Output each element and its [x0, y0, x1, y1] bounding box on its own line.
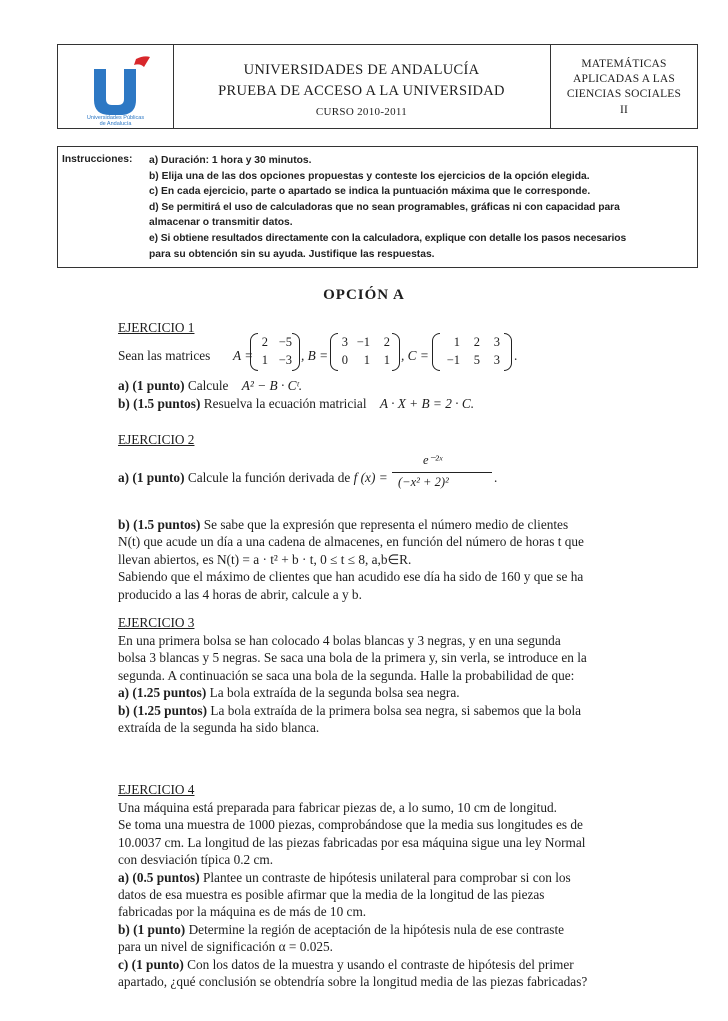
- instructions-list: [149, 153, 689, 262]
- text-line: La bola extraída de la primera bolsa sea negra, si sabemos que la bola: [210, 702, 582, 718]
- matrix-cell: 3: [341, 335, 348, 349]
- instruction-item: c) En cada ejercicio, parte o apartado se indica la puntuación máxima que le corresponde.: [149, 186, 591, 198]
- points-label: a) (1.25 puntos): [118, 685, 207, 701]
- exercise-1-intro: Sean las matrices: [118, 348, 211, 363]
- exercise-3-title: EJERCICIO 3: [118, 615, 195, 630]
- text-line: Se toma una muestra de 1000 piezas, comprobándose que la media sus longitudes es de: [118, 817, 583, 833]
- matrix-cell: 0: [341, 353, 348, 367]
- instruction-item: e) Si obtiene resultados directamente con la calculadora, explique con detalle los pasos necesarios: [149, 232, 627, 244]
- matrix-cell: 2: [473, 335, 480, 349]
- option-title: OPCIÓN A: [323, 287, 405, 303]
- points-label: a) (0.5 puntos): [118, 869, 200, 885]
- matrix-b-label: , B =: [301, 348, 329, 363]
- points-label: b) (1.5 puntos): [118, 517, 201, 532]
- instruction-item: para su obtención sin su ayuda. Justifique las respuestas.: [149, 248, 435, 260]
- text-line: 10.0037 cm. La longitud de las piezas fabricadas por esa máquina sigue una ley Normal: [118, 834, 586, 850]
- text-line: fabricadas por la máquina es de más de 10 cm.: [118, 904, 367, 920]
- matrix-a-label: A =: [233, 348, 254, 363]
- part-a-text: Calcule la función derivada de: [187, 470, 351, 485]
- text-line: N(t) que acude un día a una cadena de almacenes, en función del número de horas t que: [118, 534, 584, 550]
- text-line: Plantee un contraste de hipótesis unilateral para comprobar si con los: [202, 869, 571, 885]
- matrix-cell: 5: [473, 353, 480, 367]
- logo-caption-2: de Andalucía: [99, 121, 132, 127]
- exercise-2-part-a: [118, 470, 388, 486]
- matrix-cell: 1: [261, 353, 268, 367]
- fraction-denominator: (−x² + 2)²: [398, 475, 449, 489]
- points-label: a) (1 punto): [118, 378, 185, 393]
- instruction-item: b) Elija una de las dos opciones propuestas y conteste los ejercicios de la opción elegida.: [149, 170, 590, 182]
- part-b-expression: A · X + B = 2 · C.: [379, 396, 475, 411]
- text-line: La bola extraída de la segunda bolsa sea negra.: [209, 685, 460, 701]
- text-line: Sabiendo que el máximo de clientes que han acudido ese día ha sido de 160 y que se ha: [118, 569, 584, 585]
- subject-line: CIENCIAS SOCIALES: [566, 88, 682, 101]
- matrix-a: [250, 333, 300, 371]
- exercise-4-body: [118, 799, 640, 990]
- exercise-4-title: EJERCICIO 4: [118, 782, 195, 797]
- header-exam-name: PRUEBA DE ACCESO A LA UNIVERSIDAD: [218, 83, 505, 99]
- matrix-cell: 2: [383, 335, 390, 349]
- text-line: apartado, ¿qué conclusión se obtendría sobre la longitud media de las piezas fabricadas?: [118, 974, 588, 990]
- points-label: b) (1 punto): [118, 921, 186, 937]
- header-center: [173, 45, 550, 130]
- points-label: b) (1.25 puntos): [118, 702, 208, 718]
- fraction-end: .: [494, 470, 498, 485]
- logo-caption-1: Universidades Públicas: [86, 115, 145, 121]
- exercise-1-title: EJERCICIO 1: [118, 320, 195, 335]
- instruction-item: d) Se permitirá el uso de calculadoras que no sean programables, gráficas ni con capacidad para: [149, 201, 620, 213]
- text-line: para un nivel de significación α = 0.025.: [118, 939, 333, 955]
- matrix-b: [330, 333, 400, 371]
- part-b-text: Resuelva la ecuación matricial: [203, 396, 367, 411]
- matrix-cell: 3: [493, 353, 500, 367]
- points-label: b) (1.5 puntos): [118, 396, 201, 411]
- header-universities: UNIVERSIDADES DE ANDALUCÍA: [243, 62, 480, 78]
- matrix-cell: −3: [278, 353, 292, 367]
- text-line: Se sabe que la expresión que representa el número medio de clientes: [203, 517, 569, 532]
- matrix-cell: 2: [261, 335, 268, 349]
- university-logo: [58, 45, 173, 130]
- matrix-cell: −5: [278, 335, 292, 349]
- instruction-item: almacenar o transmitir datos.: [149, 217, 293, 229]
- exam-header: [57, 44, 698, 129]
- fraction-numerator: e⁻²ˣ: [423, 453, 443, 467]
- matrix-c: [432, 333, 512, 371]
- instructions-box: [57, 146, 698, 268]
- matrix-cell: 3: [493, 335, 500, 349]
- text-line: En una primera bolsa se han colocado 4 bolas blancas y 3 negras, y en una segunda: [118, 633, 561, 648]
- matrix-c-label: , C =: [401, 348, 429, 363]
- exercise-1-part-a: [118, 378, 302, 394]
- text-line: Una máquina está preparada para fabricar piezas de, a lo sumo, 10 cm de longitud.: [118, 800, 557, 815]
- text-line: producido a las 4 horas de abrir, calcule a y b.: [118, 586, 362, 602]
- instruction-item: a) Duración: 1 hora y 30 minutos.: [149, 155, 312, 166]
- subject-line: MATEMÁTICAS: [581, 58, 667, 70]
- text-line: bolsa 3 blancas y 5 negras. Se saca una bola de la primera y, sin verla, se introduce en la: [118, 650, 587, 666]
- instructions-label: Instrucciones:: [62, 154, 133, 165]
- matrix-cell: 1: [453, 335, 460, 349]
- text-line: datos de esa muestra es posible afirmar que la media de la longitud de las piezas: [118, 887, 545, 903]
- subject-line: II: [619, 103, 629, 116]
- matrices-end: .: [514, 348, 518, 363]
- exercise-3-body: [118, 632, 640, 736]
- points-label: c) (1 punto): [118, 956, 184, 972]
- text-line: extraída de la segunda ha sido blanca.: [118, 720, 320, 736]
- text-line: con desviación típica 0.2 cm.: [118, 852, 274, 868]
- matrix-cell: 1: [383, 353, 390, 367]
- header-course: CURSO 2010-2011: [315, 106, 408, 118]
- subject-line: APLICADAS A LAS: [572, 73, 676, 86]
- matrix-cell: 1: [363, 353, 370, 367]
- exercise-2-part-b: [118, 516, 640, 603]
- text-line: Determine la región de aceptación de la hipótesis nula de ese contraste: [188, 921, 565, 937]
- points-label: a) (1 punto): [118, 470, 185, 485]
- part-a-expression: A² − B · Cᵗ.: [241, 378, 303, 393]
- part-a-text: Calcule: [187, 378, 229, 393]
- matrix-cell: −1: [446, 353, 460, 367]
- exercise-1-part-b: [118, 396, 474, 412]
- text-line: Con los datos de la muestra y usando el contraste de hipótesis del primer: [187, 956, 574, 972]
- fraction-bar: [392, 472, 492, 473]
- function-label: f (x) =: [353, 470, 388, 485]
- matrix-cell: −1: [356, 335, 370, 349]
- header-subject: [550, 57, 698, 118]
- exercise-2-title: EJERCICIO 2: [118, 432, 195, 447]
- text-line: segunda. A continuación se saca una bola de la segunda. Halle la probabilidad de que:: [118, 667, 575, 683]
- text-line: llevan abiertos, es N(t) = a · t² + b · t, 0 ≤ t ≤ 8, a,b∈R.: [118, 551, 412, 567]
